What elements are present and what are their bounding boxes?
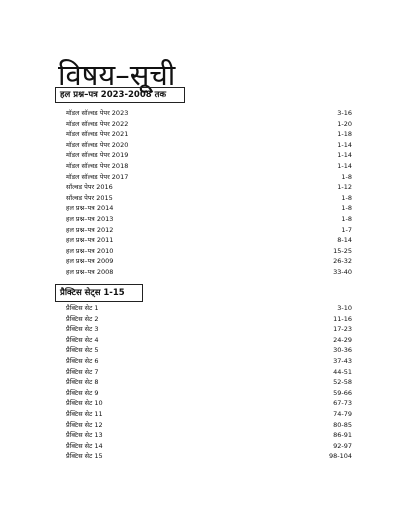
toc-entry-title: प्रैक्टिस सेट 3 — [66, 325, 99, 334]
toc-entry-pages: 74-79 — [333, 409, 352, 418]
toc-entry-title: प्रैक्टिस सेट 9 — [66, 388, 99, 397]
page-title: विषय–सूची — [58, 58, 176, 93]
toc-entry — [66, 430, 352, 441]
toc-entry-title: प्रैक्टिस सेट 12 — [66, 420, 103, 429]
toc-entry-title: मॉडल सॉल्वड पेपर 2019 — [66, 151, 129, 160]
toc-entry — [66, 256, 352, 267]
toc-entry-pages: 3-16 — [337, 109, 352, 117]
toc-entry — [66, 388, 352, 399]
toc-entry-pages: 59-66 — [333, 388, 352, 397]
toc-entry-pages: 3-10 — [337, 304, 352, 312]
toc-entry-pages: 1-8 — [341, 172, 352, 181]
toc-entry-title: हल प्रश्न–पत्र 2008 — [66, 267, 114, 276]
toc-entry-title: मॉडल सॉल्वड पेपर 2017 — [66, 172, 129, 181]
toc-entry-title: प्रैक्टिस सेट 7 — [66, 367, 99, 376]
toc-entry-pages: 44-51 — [333, 367, 352, 376]
toc-entry-pages: 52-58 — [333, 378, 352, 387]
toc-entry — [66, 150, 352, 161]
toc-entry-title: हल प्रश्न–पत्र 2014 — [66, 204, 114, 213]
toc-entry-pages: 86-91 — [333, 431, 352, 440]
toc-entry — [66, 303, 352, 314]
toc-entry — [66, 377, 352, 388]
toc-entry-title: प्रैक्टिस सेट 8 — [66, 378, 99, 387]
toc-entry — [66, 335, 352, 346]
toc-entry — [66, 451, 352, 462]
toc-entry — [66, 161, 352, 172]
toc-entry-title: प्रैक्टिस सेट 2 — [66, 314, 99, 323]
toc-entry — [66, 129, 352, 140]
toc-entry-title: हल प्रश्न–पत्र 2012 — [66, 225, 114, 234]
toc-entry-title: हल प्रश्न–पत्र 2011 — [66, 236, 114, 245]
toc-entry-title: प्रैक्टिस सेट 13 — [66, 431, 103, 440]
toc-entry-pages: 11-16 — [333, 314, 352, 323]
toc-entry-title: प्रैक्टिस सेट 4 — [66, 335, 99, 344]
toc-entry — [66, 225, 352, 236]
toc-entry-pages: 80-85 — [333, 420, 352, 429]
toc-entry-title: प्रैक्टिस सेट 15 — [66, 452, 103, 461]
toc-entry — [66, 235, 352, 246]
toc-entry-title: सॉल्वड पेपर 2015 — [66, 193, 113, 202]
toc-entry-title: प्रैक्टिस सेट 1 — [66, 304, 99, 312]
toc-entry-pages: 1-18 — [337, 130, 352, 139]
section-heading-practice-sets: प्रैक्टिस सेट्स 1-15 — [55, 284, 143, 302]
toc-entry — [66, 193, 352, 204]
toc-entry — [66, 356, 352, 367]
toc-entry-title: मॉडल सॉल्वड पेपर 2023 — [66, 109, 129, 117]
toc-entry-pages: 1-8 — [341, 193, 352, 202]
toc-entry-pages: 30-36 — [333, 346, 352, 355]
toc-entry-pages: 1-8 — [341, 204, 352, 213]
toc-entry — [66, 345, 352, 356]
toc-entry-pages: 17-23 — [333, 325, 352, 334]
toc-entry-title: हल प्रश्न–पत्र 2009 — [66, 257, 114, 266]
toc-entry-pages: 1-7 — [341, 225, 352, 234]
toc-entry-title: प्रैक्टिस सेट 14 — [66, 441, 103, 450]
toc-entry-pages: 15-25 — [333, 246, 352, 255]
toc-entry-pages: 67-73 — [333, 399, 352, 408]
toc-entry — [66, 398, 352, 409]
toc-entry-title: हल प्रश्न–पत्र 2010 — [66, 246, 114, 255]
toc-entry — [66, 172, 352, 183]
toc-entry-pages: 8-14 — [337, 236, 352, 245]
toc-entry-title: मॉडल सॉल्वड पेपर 2020 — [66, 140, 129, 149]
toc-entry-pages: 1-14 — [337, 140, 352, 149]
toc-entry-title: प्रैक्टिस सेट 11 — [66, 409, 103, 418]
toc-entry — [66, 267, 352, 278]
toc-entry — [66, 108, 352, 119]
toc-entry-title: मॉडल सॉल्वड पेपर 2021 — [66, 130, 129, 139]
toc-entry-pages: 98-104 — [328, 452, 352, 461]
toc-entry — [66, 324, 352, 335]
toc-entry-pages: 1-20 — [337, 119, 352, 128]
toc-entry-pages: 1-8 — [341, 214, 352, 223]
toc-entry-title: मॉडल सॉल्वड पेपर 2022 — [66, 119, 129, 128]
toc-list-practice-sets — [66, 303, 352, 462]
toc-entry-pages: 24-29 — [333, 335, 352, 344]
toc-entry-pages: 1-14 — [337, 161, 352, 170]
toc-entry-pages: 1-12 — [337, 183, 352, 192]
toc-entry — [66, 246, 352, 257]
toc-list-solved-papers — [66, 108, 352, 278]
toc-entry-title: प्रैक्टिस सेट 5 — [66, 346, 99, 355]
toc-entry — [66, 182, 352, 193]
toc-entry-title: सॉल्वड पेपर 2016 — [66, 183, 113, 192]
toc-entry-pages: 1-14 — [337, 151, 352, 160]
toc-entry — [66, 203, 352, 214]
toc-entry — [66, 119, 352, 130]
toc-entry-title: हल प्रश्न–पत्र 2013 — [66, 214, 114, 223]
toc-entry — [66, 314, 352, 325]
toc-entry-pages: 37-43 — [333, 356, 352, 365]
toc-entry — [66, 409, 352, 420]
toc-entry-pages: 92-97 — [333, 441, 352, 450]
toc-entry — [66, 420, 352, 431]
toc-entry — [66, 441, 352, 452]
toc-entry — [66, 140, 352, 151]
toc-entry — [66, 367, 352, 378]
section-heading-solved-papers: हल प्रश्न–पत्र 2023-2008 तक — [55, 87, 185, 103]
toc-entry-title: प्रैक्टिस सेट 10 — [66, 399, 103, 408]
toc-entry-pages: 33-40 — [333, 267, 352, 276]
toc-entry-title: प्रैक्टिस सेट 6 — [66, 356, 99, 365]
toc-entry-pages: 26-32 — [333, 257, 352, 266]
toc-entry — [66, 214, 352, 225]
toc-entry-title: मॉडल सॉल्वड पेपर 2018 — [66, 161, 129, 170]
